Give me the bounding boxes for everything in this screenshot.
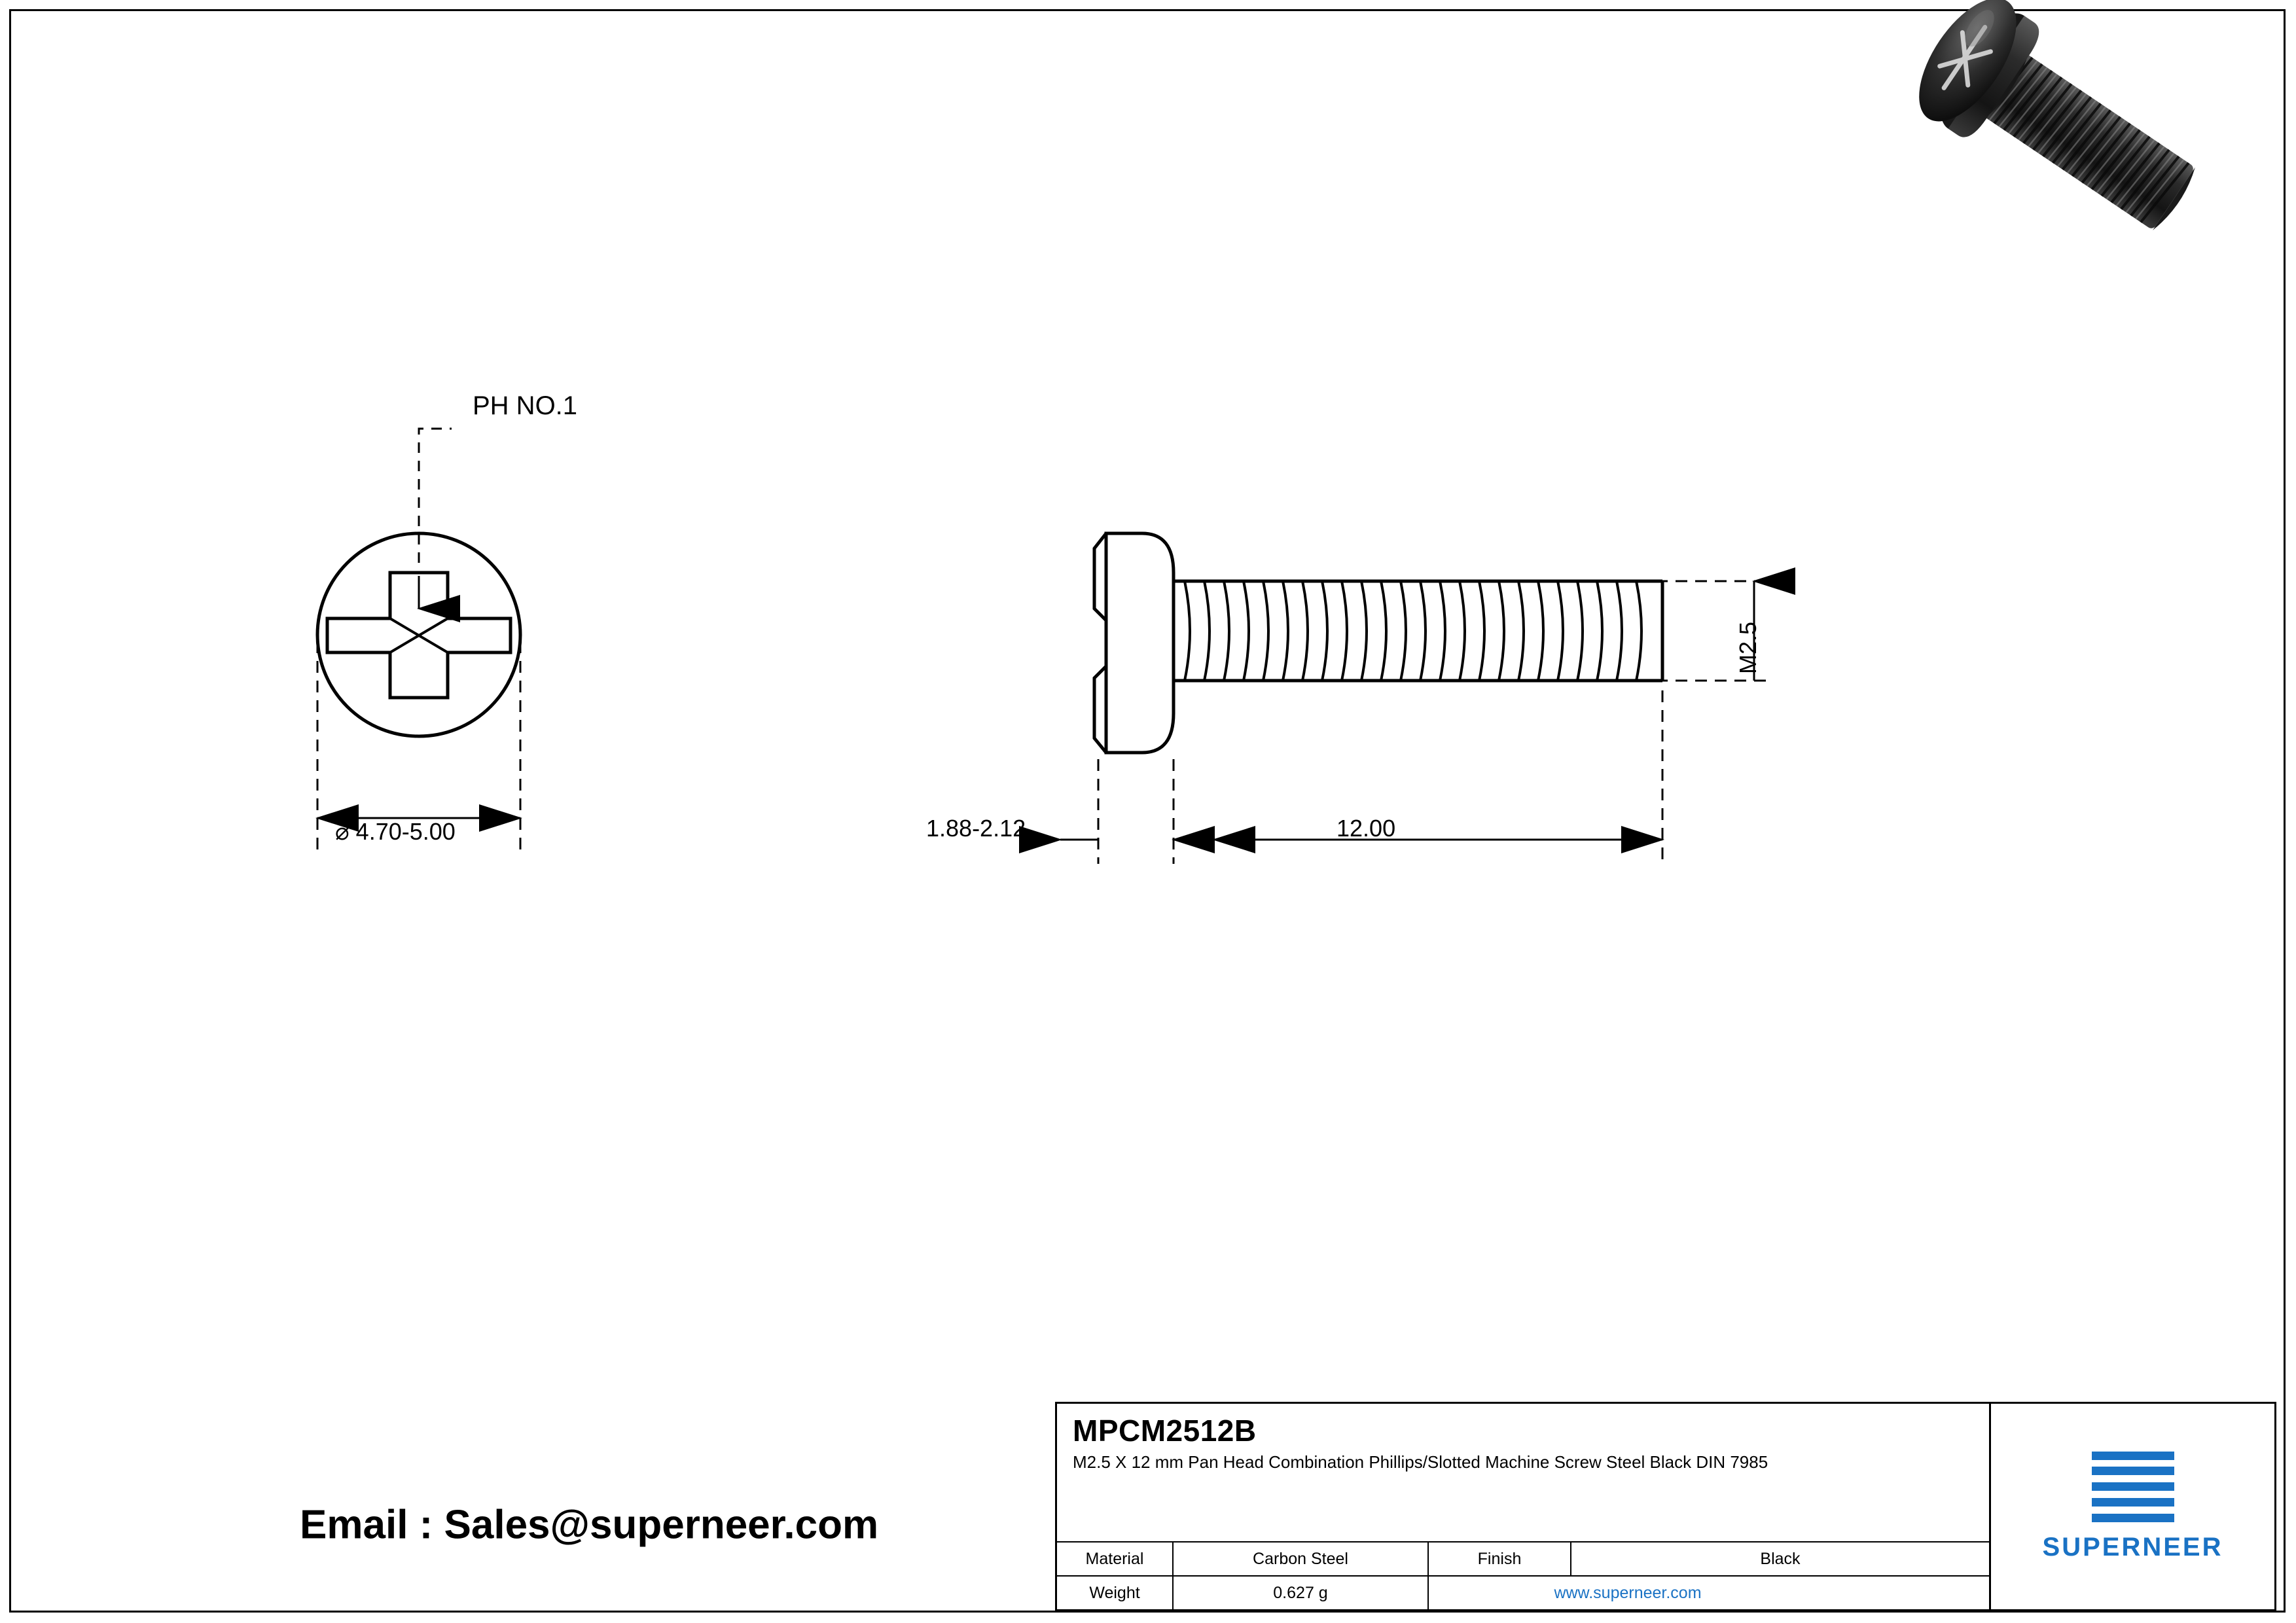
table-row	[1057, 1541, 1989, 1575]
weight-value: 0.627 g	[1174, 1577, 1429, 1609]
thread-length-dimension	[1174, 690, 1662, 864]
finish-label: Finish	[1429, 1543, 1571, 1575]
brand-name: SUPERNEER	[2042, 1532, 2223, 1561]
part-number: MPCM2512B	[1073, 1414, 1257, 1448]
head-front-view	[317, 533, 520, 736]
part-description: M2.5 X 12 mm Pan Head Combination Phillips/Slotted Machine Screw Steel Black DIN 7985	[1073, 1452, 1768, 1472]
table-row	[1057, 1575, 1989, 1609]
head-diameter-label: ⌀ 4.70-5.00	[335, 818, 456, 845]
title-block	[1055, 1402, 2276, 1611]
brand-block	[1991, 1402, 2276, 1611]
superneer-logo-icon	[2092, 1452, 2174, 1522]
website-link[interactable]: www.superneer.com	[1554, 1583, 1702, 1602]
contact-email: Email : Sales@superneer.com	[300, 1502, 879, 1548]
spec-table	[1057, 1541, 1989, 1609]
finish-value: Black	[1760, 1549, 1801, 1568]
ph-callout-label: PH NO.1	[473, 391, 578, 420]
thread-length-label: 12.00	[1336, 815, 1396, 842]
screw-3d-render	[1900, 0, 2218, 260]
screw-side-view	[1094, 533, 1662, 753]
material-value: Carbon Steel	[1174, 1543, 1429, 1575]
title-block-info	[1055, 1402, 1991, 1611]
material-label: Material	[1057, 1543, 1174, 1575]
head-height-dimension	[1060, 759, 1214, 864]
head-height-label: 1.88-2.12	[926, 815, 1026, 842]
weight-label: Weight	[1057, 1577, 1174, 1609]
website-cell[interactable]	[1429, 1577, 1827, 1609]
thread-size-label: M2.5	[1734, 621, 1761, 674]
